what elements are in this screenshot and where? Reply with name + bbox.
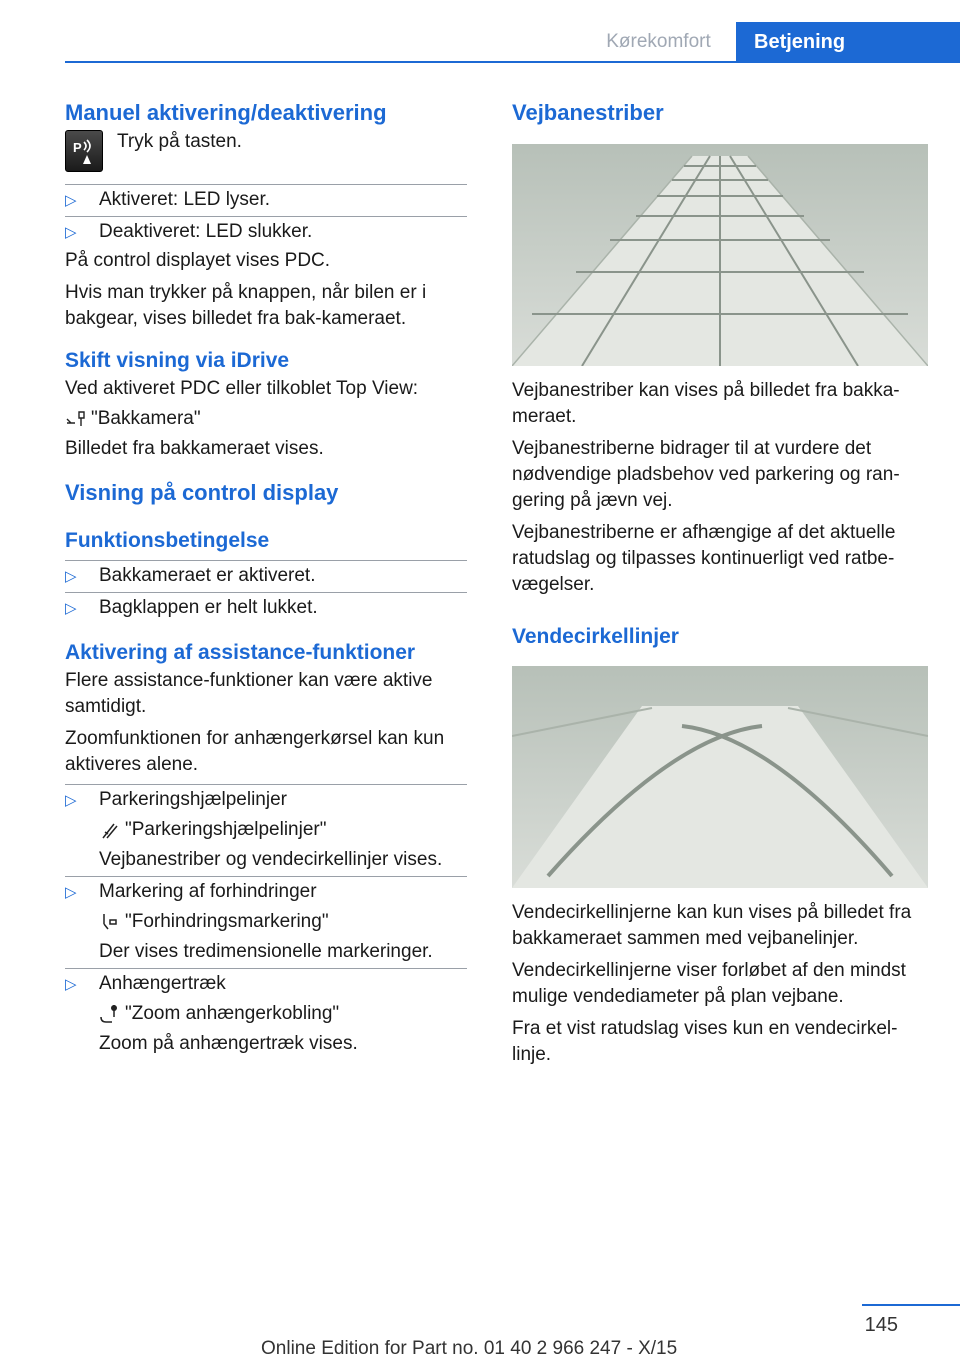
pdc-button-icon [65,130,103,172]
page-number: 145 [864,1314,898,1336]
turn-heading: Vendecirkellinjer [512,625,679,648]
idrive-heading: Skift visning via iDrive [65,349,290,372]
idrive-text: Ved aktiveret PDC eller tilkoblet Top View: [65,378,419,399]
assist-list [65,784,467,1060]
conditions-list [65,560,467,624]
lanes-text-3: Vejbanestriberne er afhængige af det aktuelle ratudslag og tilpasses kontinuerligt ved ratbe-vægelser. [512,522,896,595]
assist-text-1: Flere assistance-funktioner kan være aktive samtidigt. [65,670,433,717]
rear-camera-icon [65,408,87,430]
parking-lines-icon [99,819,121,841]
lanes-text-2: Vejbanestriberne bidrager til at vurdere det nødvendige pladsbehov ved parkering og ran-gering på jævn vej. [512,438,900,511]
manual-heading: Manuel aktivering/deaktivering [65,100,387,125]
bullet-triangle-icon: ▷ [65,568,77,585]
list-item: ▷ Markering af forhindringer "Forhindringsmarkering" Der vises tredimensionelle markeringer. [65,876,467,968]
idrive-menu-label: "Bakkamera" [91,408,201,429]
bullet-triangle-icon: ▷ [65,600,77,617]
turn-text-3: Fra et vist ratudslag vises kun en vendecirkel-linje. [512,1018,898,1065]
bullet-triangle-icon: ▷ [65,224,77,241]
list-item: ▷ Deaktiveret: LED slukker. [65,216,467,248]
list-item: ▷ Aktiveret: LED lyser. [65,184,467,216]
assist-text-2: Zoomfunktionen for anhængerkørsel kan kun aktiveres alene. [65,728,445,775]
footer-rule [862,1304,960,1306]
reverse-gear-text: Hvis man trykker på knappen, når bilen er i bakgear, vises billedet fra bak-kameraet. [65,282,427,329]
pdc-button-row [65,130,467,172]
pdc-display-text: På control displayet vises PDC. [65,250,331,271]
lane-stripes-image [512,144,928,366]
bullet-triangle-icon: ▷ [65,884,77,901]
press-key-text: Tryk på tasten. [117,131,242,152]
bullet-triangle-icon: ▷ [65,192,77,209]
idrive-menu-line [65,406,467,432]
turning-circle-image [512,666,928,888]
bullet-triangle-icon: ▷ [65,792,77,809]
list-item: ▷ Anhængertræk "Zoom anhængerkobling" Zoom på anhængertræk vises. [65,968,467,1060]
bullet-triangle-icon: ▷ [65,976,77,993]
svg-text:P: P [73,140,82,155]
led-status-list [65,184,467,248]
lanes-text-1: Vejbanestriber kan vises på billedet fra bakka-meraet. [512,380,900,427]
list-item: ▷ Bakkameraet er aktiveret. [65,560,467,592]
lanes-heading: Vejbanestriber [512,100,664,125]
conditions-heading: Funktionsbetingelse [65,529,270,552]
header-rule [65,61,960,63]
obstacle-marking-icon [99,911,121,933]
assist-heading: Aktivering af assistance-funktioner [65,641,416,664]
left-column [65,98,467,1060]
turn-text-1: Vendecirkellinjerne kan kun vises på billedet fra bakkameraet sammen med vejbanelinjer. [512,902,912,949]
edition-text: Online Edition for Part no. 01 40 2 966 247 - X/15 [261,1338,678,1359]
display-heading: Visning på control display [65,480,339,505]
list-item: ▷ Parkeringshjælpelinjer "Parkeringshjælpelinjer" Vejbanestriber og vendecirkellinjer vises. [65,784,467,876]
trailer-hitch-icon [99,1003,121,1025]
idrive-result-text: Billedet fra bakkameraet vises. [65,438,324,459]
turn-text-2: Vendecirkellinjerne viser forløbet af den mindst mulige vendediameter på plan vejbane. [512,960,906,1007]
header-section-label: Kørekomfort [606,30,711,52]
list-item: ▷ Bagklappen er helt lukket. [65,592,467,624]
right-column [512,98,928,1074]
header-chapter-tab: Betjening [736,22,960,63]
